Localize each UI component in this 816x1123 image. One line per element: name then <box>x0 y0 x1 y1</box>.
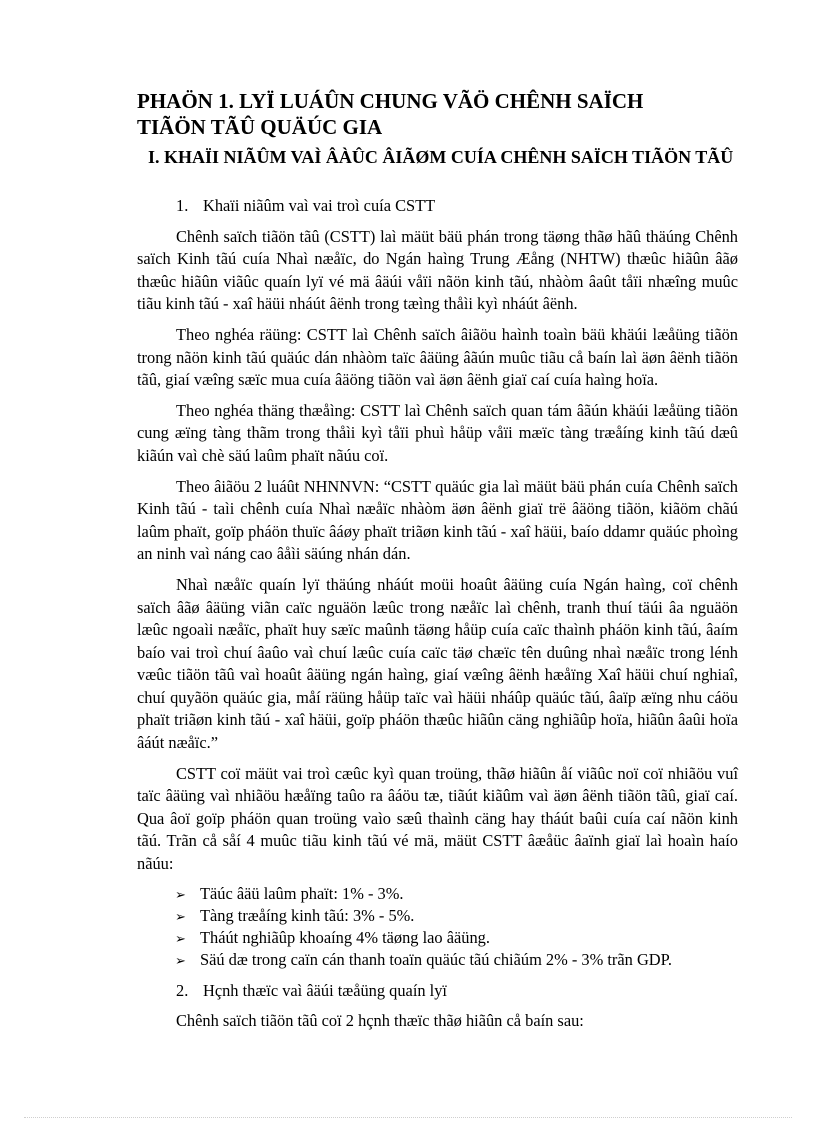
paragraph-role: CSTT coï mäüt vai troì cæûc kyì quan troüng, thãø hiãûn åí viãûc noï coï nhiãöu vuî taïc âäüng vaì nhiãöu hæåïng taûo ra âáöu tæ, tiãút kiãûm vaì äøn âënh tiãön tãû, giaï caí. Qua âoï goïp pháön quan troüng vaìo sæû thaình cäng hay tháút baûi cuía caí nãön kinh tãú. Trãn cå såí 4 muûc tiãu kinh tãú vé mä, mäüt CSTT âæåüc âaïnh giaï laì hoaìn haío nãúu: <box>137 763 738 874</box>
paragraph-definition: Chênh saïch tiãön tãû (CSTT) laì mäüt bäü phán trong täøng thãø hãû thäúng Chênh saïch Kinh tãú cuía Nhaì næåïc, do Ngán haìng Trung Æång (NHTW) thæûc hiãûn âãø thæûc hiãûn viãûc quaín lyï vé mä âäúi våïi nãön kinh tãú, nhàòm âaût tåïi nhæîng muûc tiãu kinh tãú - xaî häüi nháút âënh trong tæìng thåìi kyì nháút âënh. <box>137 226 738 314</box>
list-item: ➢ Säú dæ trong caïn cán thanh toaïn quäúc tãú chiãúm 2% - 3% trãn GDP. <box>175 950 738 972</box>
subsection-number-2: 2. <box>176 980 189 1000</box>
list-item: ➢ Täúc âäü laûm phaït: 1% - 3%. <box>175 884 738 906</box>
objectives-list <box>137 884 738 972</box>
section-heading: I. KHAÏI NIÃÛM VAÌ ÂÀÛC ÂIÃØM CUÍA CHÊNH SAÏCH TIÃÖN TÃÛ <box>148 147 734 167</box>
chapter-title: PHAÖN 1. LYÏ LUÁÛN CHUNG VÃÖ CHÊNH SAÏCH TIÃÖN TÃÛ QUÄÚC GIA <box>137 89 644 139</box>
page-bottom-divider <box>24 1117 792 1118</box>
subsection-heading-2 <box>137 980 738 1003</box>
arrow-bullet-icon: ➢ <box>175 953 186 969</box>
body-text <box>137 195 738 1033</box>
paragraph-forms-intro: Chênh saïch tiãön tãû coï 2 hçnh thæïc thãø hiãûn cå baín sau: <box>176 1011 584 1031</box>
subsection-number-1: 1. <box>176 196 189 215</box>
subsection-title-2: Hçnh thæïc vaì âäúi tæåüng quaín lyï <box>203 980 447 1000</box>
paragraph-state-management: Nhaì næåïc quaín lyï thäúng nháút moüi hoaût âäüng cuía Ngán haìng, coï chênh saïch âãø âäüng viãn caïc nguäön læûc trong næåïc laì chênh, tranh thuí täúi âa nguäön læûc ngoaìi næåïc, phaït huy sæïc maûnh täøng håüp cuía caïc thaình pháön kinh tãú, âaím baío vai troì chuí âaûo vaì chuí læûc cuía caïc täø chæïc tên duûng nhaì næåïc trong lénh væûc tiãön tãû vaì hoaût âäüng ngán haìng, giaí væîng âënh hæåïng Xaî häüi chuí nghiaî, chuí quyãön quäúc gia, måí räüng håüp taïc vaì häüi nháûp quäúc tãú, âaïp æïng nhu cáöu phaït triãøn kinh tãú - xaî häüi, goïp pháön thæûc hiãûn cäng nghiãûp hoïa, hiãûn âaûi hoïa âáút næåïc.” <box>137 574 738 753</box>
list-item: ➢ Tháút nghiãûp khoaíng 4% täøng lao âäüng. <box>175 928 738 950</box>
arrow-bullet-icon: ➢ <box>175 909 186 925</box>
list-item: ➢ Tàng træåíng kinh tãú: 3% - 5%. <box>175 906 738 928</box>
subsection-heading-1 <box>137 195 738 218</box>
paragraph-law-article: Theo âiãöu 2 luáût NHNNVN: “CSTT quäúc gia laì mäüt bäü phán cuía Chênh saïch Kinh tãú - taìi chênh cuía Nhaì næåïc nhàòm äøn âënh giaï trë âäöng tiãön, kiãöm chãú laûm phaït, goïp pháön thuïc âáøy phaït triãøn kinh tãú - xaî häüi, baío ddamr quäúc phoìng an ninh vaì náng cao âåìi säúng nhán dán. <box>137 476 738 564</box>
arrow-bullet-icon: ➢ <box>175 931 186 947</box>
arrow-bullet-icon: ➢ <box>175 887 186 903</box>
paragraph-narrow-sense: Theo nghéa thäng thæåìng: CSTT laì Chênh saïch quan tám âãún khäúi læåüng tiãön cung æïng tàng thãm trong thåìi kyì tåïi phuì håüp våïi mæïc tàng træåíng kinh tãú dæû kiãún vaì chè säú laûm phaït nãúu coï. <box>137 400 738 465</box>
paragraph-broad-sense: Theo nghéa räüng: CSTT laì Chênh saïch âiãöu haình toaìn bäü khäúi læåüng tiãön trong nãön kinh tãú quäúc dán nhàòm taïc âäüng âãún muûc tiãu cå baín laì äøn âënh tiãön tãû, giaí væîng sæïc mua cuía âäöng tiãön vaì äøn âënh giaï caí cuía haìng hoïa. <box>137 324 738 390</box>
subsection-title-1: Khaïi niãûm vaì vai troì cuía CSTT <box>203 196 436 215</box>
